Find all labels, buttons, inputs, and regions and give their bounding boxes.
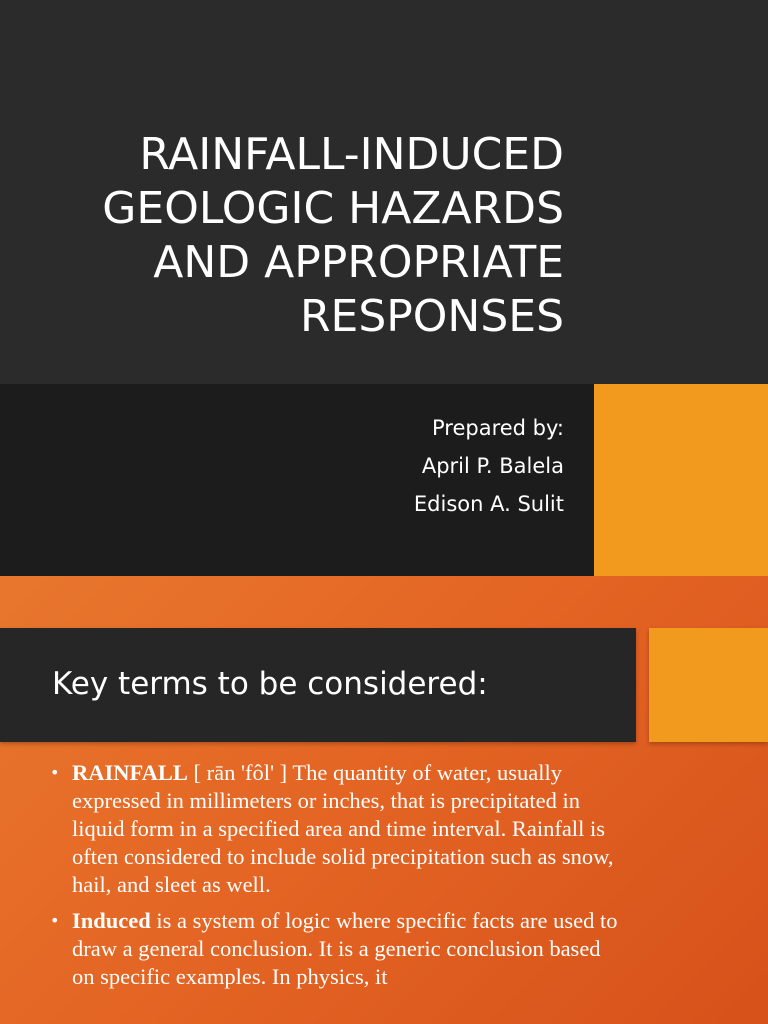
author-name: Edison A. Sulit	[413, 492, 564, 516]
slide-title-line: RESPONSES	[299, 291, 564, 342]
accent-orange-block	[594, 384, 768, 576]
key-terms-slide	[0, 576, 768, 1024]
slide-title-line: RAINFALL-INDUCED	[139, 129, 564, 180]
term-definition: is a system of logic where specific facts are used to draw a general conclusion. It is a generic conclusion based on specific examples. In physics, it	[72, 908, 618, 989]
slide-title	[4, 128, 564, 344]
bullet-icon: •	[50, 763, 60, 782]
slide-title-line: GEOLOGIC HAZARDS	[102, 183, 564, 234]
term-name: Induced	[72, 908, 151, 933]
list-item	[46, 907, 626, 991]
author-name: April P. Balela	[421, 454, 564, 478]
slide-subtitle	[164, 409, 564, 523]
key-terms-list	[46, 759, 626, 999]
term-definition: [ rān 'fôl' ] The quantity of water, usually expressed in millimeters or inches, that is precipitated in liquid form in a specified area and time interval. Rainfall is often considered to include solid precipitation such as snow, hail, and sleet as well.	[72, 760, 614, 897]
accent-orange-block	[649, 628, 768, 742]
prepared-by-label: Prepared by:	[432, 416, 564, 440]
bullet-icon: •	[50, 911, 60, 930]
slide-heading: Key terms to be considered:	[52, 666, 488, 702]
term-name: RAINFALL	[72, 760, 188, 785]
slide-title-line: AND APPROPRIATE	[153, 237, 564, 288]
list-item	[46, 759, 626, 899]
